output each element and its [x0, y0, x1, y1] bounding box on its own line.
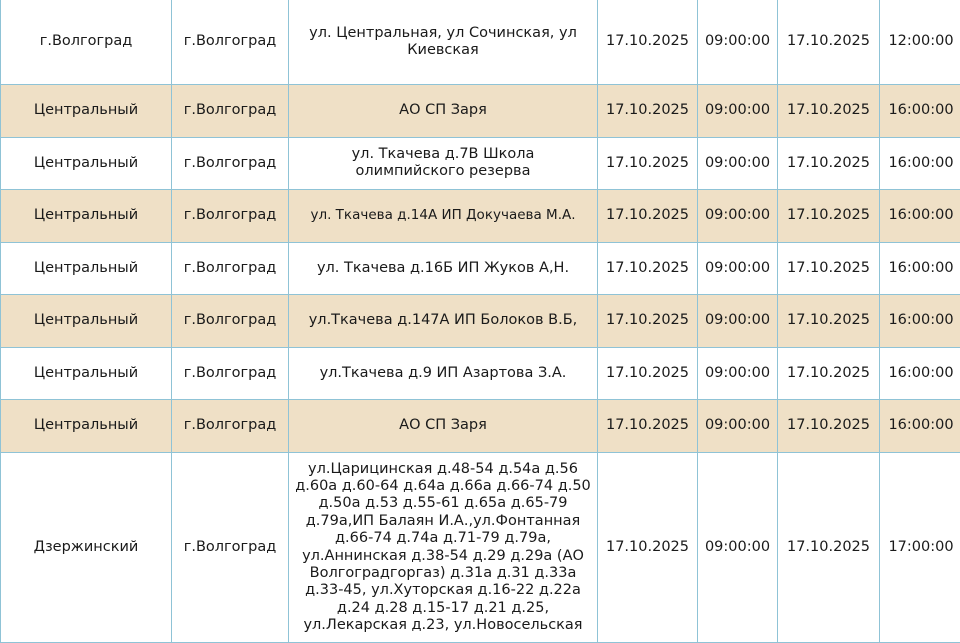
address-cell: АО СП Заря	[289, 400, 598, 453]
district-cell: Центральный	[1, 242, 172, 295]
table-row	[1, 295, 960, 348]
district-cell: г.Волгоград	[1, 0, 172, 85]
end-date-cell: 17.10.2025	[778, 190, 880, 243]
end-date-cell: 17.10.2025	[778, 242, 880, 295]
end-time-cell: 16:00:00	[880, 242, 960, 295]
end-date-cell: 17.10.2025	[778, 400, 880, 453]
start-date-cell: 17.10.2025	[598, 400, 698, 453]
table-row	[1, 400, 960, 453]
table-row	[1, 137, 960, 190]
address-cell: ул. Ткачева д.7В Школа олимпийского резерва	[289, 137, 598, 190]
table-row	[1, 0, 960, 85]
start-time-cell: 09:00:00	[698, 0, 778, 85]
city-cell: г.Волгоград	[172, 347, 289, 400]
address-cell: АО СП Заря	[289, 85, 598, 138]
end-time-cell: 16:00:00	[880, 347, 960, 400]
start-time-cell: 09:00:00	[698, 85, 778, 138]
table-row	[1, 190, 960, 243]
start-time-cell: 09:00:00	[698, 190, 778, 243]
end-time-cell: 16:00:00	[880, 400, 960, 453]
end-date-cell: 17.10.2025	[778, 0, 880, 85]
city-cell: г.Волгоград	[172, 242, 289, 295]
start-time-cell: 09:00:00	[698, 452, 778, 642]
start-date-cell: 17.10.2025	[598, 190, 698, 243]
district-cell: Центральный	[1, 85, 172, 138]
end-date-cell: 17.10.2025	[778, 137, 880, 190]
start-date-cell: 17.10.2025	[598, 137, 698, 190]
start-date-cell: 17.10.2025	[598, 347, 698, 400]
table-row	[1, 242, 960, 295]
start-date-cell: 17.10.2025	[598, 0, 698, 85]
address-cell: ул.Ткачева д.147А ИП Болоков В.Б,	[289, 295, 598, 348]
end-date-cell: 17.10.2025	[778, 452, 880, 642]
end-time-cell: 16:00:00	[880, 137, 960, 190]
start-date-cell: 17.10.2025	[598, 242, 698, 295]
district-cell: Центральный	[1, 190, 172, 243]
city-cell: г.Волгоград	[172, 452, 289, 642]
start-time-cell: 09:00:00	[698, 347, 778, 400]
district-cell: Центральный	[1, 295, 172, 348]
city-cell: г.Волгоград	[172, 137, 289, 190]
table-row	[1, 347, 960, 400]
address-cell: ул.Царицинская д.48-54 д.54а д.56 д.60а д.60-64 д.64а д.66а д.66-74 д.50 д.50а д.53 д.55-61 д.65а д.65-79 д.79а,ИП Балаян И.А.,ул.Фонтанная д.66-74 д.74а д.71-79 д.79а, ул.Аннинская д.38-54 д.29 д.29а (АО Волгоградгоргаз) д.31а д.31 д.33а д.33-45, ул.Хуторская д.16-22 д.22а д.24 д.28 д.15-17 д.21 д.25, ул.Лекарская д.23, ул.Новосельская	[289, 452, 598, 642]
city-cell: г.Волгоград	[172, 295, 289, 348]
start-date-cell: 17.10.2025	[598, 295, 698, 348]
address-cell: ул. Ткачева д.14А ИП Докучаева М.А.	[289, 190, 598, 243]
end-time-cell: 16:00:00	[880, 295, 960, 348]
address-cell: ул.Ткачева д.9 ИП Азартова З.А.	[289, 347, 598, 400]
start-time-cell: 09:00:00	[698, 242, 778, 295]
city-cell: г.Волгоград	[172, 85, 289, 138]
district-cell: Центральный	[1, 137, 172, 190]
start-date-cell: 17.10.2025	[598, 452, 698, 642]
address-cell: ул. Центральная, ул Сочинская, ул Киевская	[289, 0, 598, 85]
address-cell: ул. Ткачева д.16Б ИП Жуков А,Н.	[289, 242, 598, 295]
city-cell: г.Волгоград	[172, 190, 289, 243]
start-time-cell: 09:00:00	[698, 137, 778, 190]
district-cell: Центральный	[1, 347, 172, 400]
table-row	[1, 85, 960, 138]
start-time-cell: 09:00:00	[698, 295, 778, 348]
end-date-cell: 17.10.2025	[778, 347, 880, 400]
end-time-cell: 17:00:00	[880, 452, 960, 642]
end-time-cell: 12:00:00	[880, 0, 960, 85]
table-row	[1, 452, 960, 642]
end-date-cell: 17.10.2025	[778, 85, 880, 138]
start-date-cell: 17.10.2025	[598, 85, 698, 138]
city-cell: г.Волгоград	[172, 400, 289, 453]
end-date-cell: 17.10.2025	[778, 295, 880, 348]
district-cell: Центральный	[1, 400, 172, 453]
end-time-cell: 16:00:00	[880, 85, 960, 138]
city-cell: г.Волгоград	[172, 0, 289, 85]
district-cell: Дзержинский	[1, 452, 172, 642]
end-time-cell: 16:00:00	[880, 190, 960, 243]
start-time-cell: 09:00:00	[698, 400, 778, 453]
